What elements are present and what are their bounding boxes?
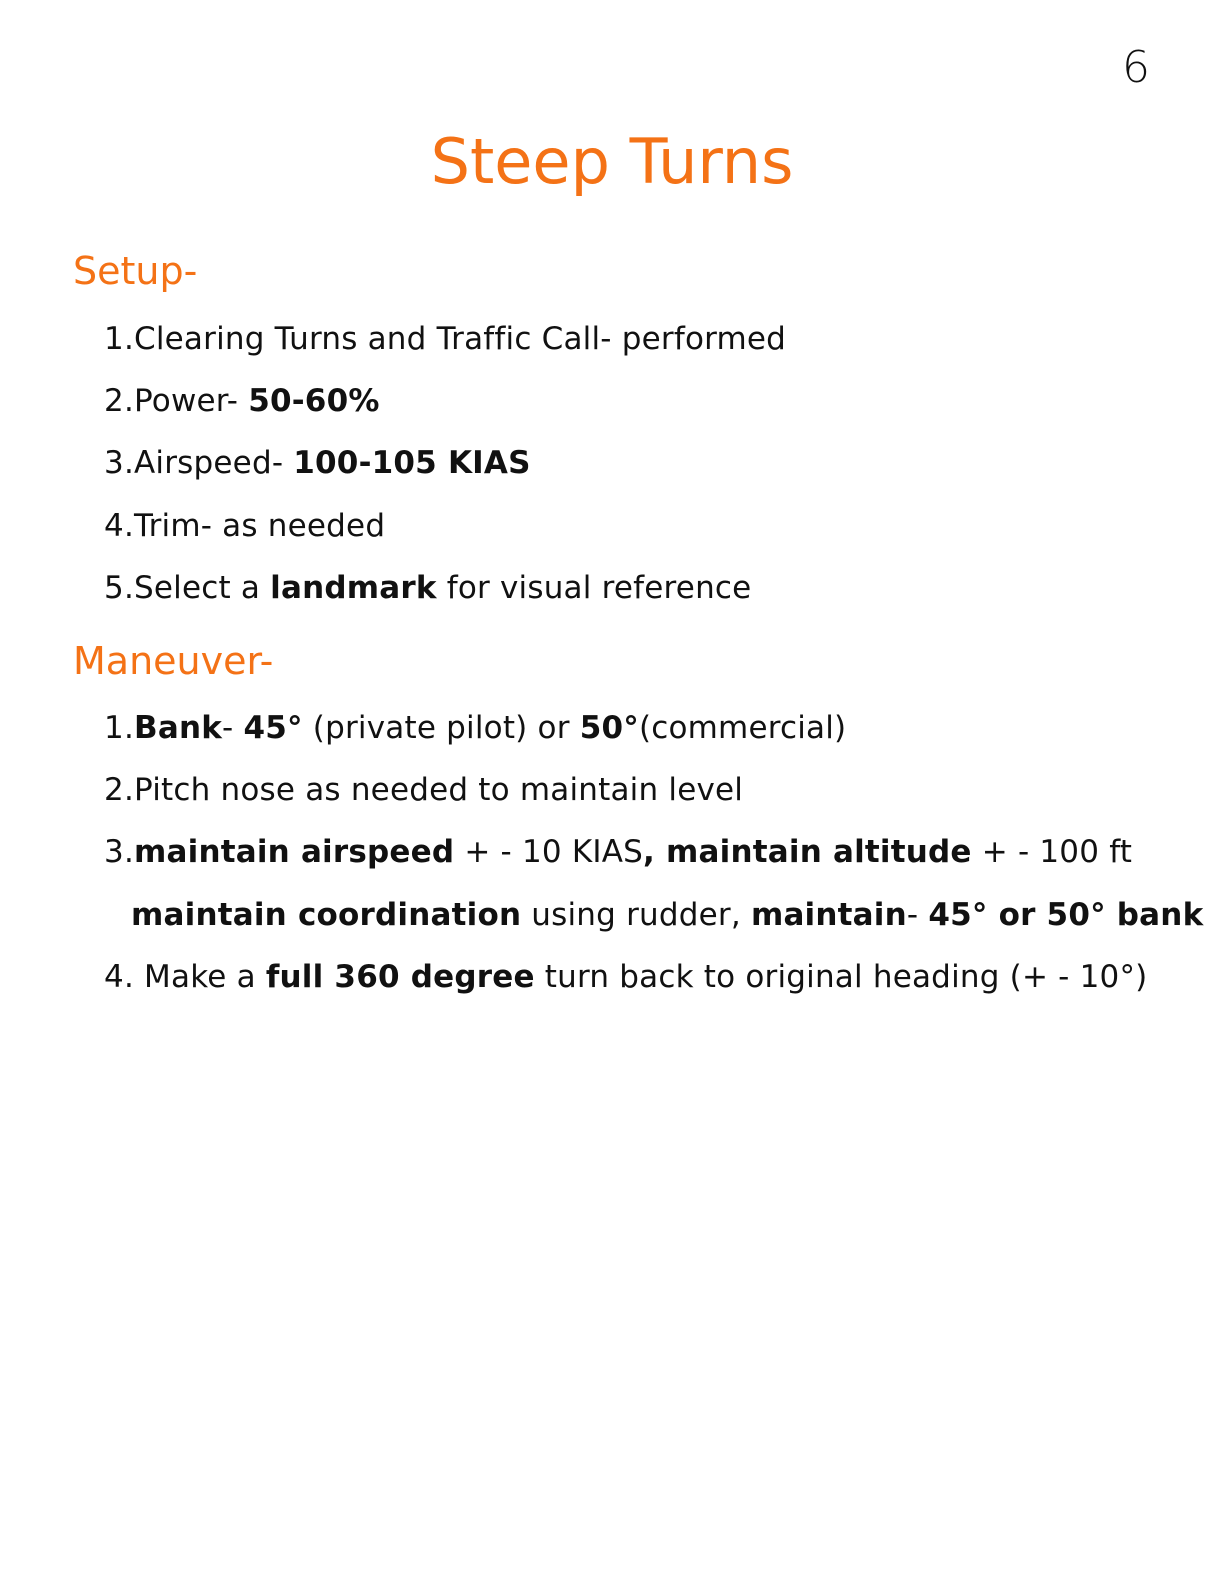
item-bold-text: 50°	[579, 710, 639, 746]
list-item	[98, 835, 1132, 869]
list-number: 4.	[104, 959, 134, 995]
item-text: for visual reference	[436, 570, 752, 606]
item-bold-text: 100-105 KIAS	[293, 445, 531, 481]
page-title: Steep Turns	[430, 125, 794, 198]
item-bold-text: 50-60%	[248, 383, 380, 419]
list-number: 2.	[104, 383, 134, 419]
list-number: 4.	[104, 508, 134, 544]
list-item	[98, 509, 385, 543]
item-text: Clearing Turns and Traffic Call- performed	[134, 321, 787, 357]
item-text: + - 100 ft	[971, 834, 1133, 870]
setup-heading: Setup-	[73, 249, 198, 293]
item-text: Airspeed-	[134, 445, 294, 481]
item-bold-text: landmark	[270, 570, 437, 606]
item-bold-text: maintain	[750, 897, 907, 933]
item-bold-text: full 360 degree	[265, 959, 535, 995]
list-item	[98, 711, 846, 745]
item-text: Pitch nose as needed to maintain level	[134, 772, 744, 808]
list-number: 1.	[104, 321, 134, 357]
item-text: -	[906, 897, 929, 933]
list-item	[98, 446, 531, 480]
item-bold-text: 45° or 50° bank	[928, 897, 1204, 933]
item-bold-text: maintain coordination	[131, 897, 522, 933]
item-text: (private pilot) or	[302, 710, 580, 746]
list-number: 3.	[104, 445, 134, 481]
item-bold-text: maintain airspeed	[134, 834, 455, 870]
page-number: 6	[1122, 42, 1150, 93]
item-text: (commercial)	[638, 710, 847, 746]
item-text: Make a	[134, 959, 266, 995]
item-bold-text: 45°	[243, 710, 303, 746]
list-number: 3.	[104, 834, 134, 870]
item-text: using rudder,	[521, 897, 751, 933]
list-item	[98, 322, 786, 356]
list-item	[98, 773, 743, 807]
list-item	[98, 384, 380, 418]
item-text: -	[222, 710, 244, 746]
item-text: turn back to original heading (+ - 10°)	[534, 959, 1148, 995]
item-text: Select a	[134, 570, 271, 606]
item-bold-text: , maintain altitude	[643, 834, 972, 870]
item-text: Trim- as needed	[134, 508, 386, 544]
list-number: 1.	[104, 710, 134, 746]
item-text: Power-	[134, 383, 249, 419]
item-bold-text: Bank	[134, 710, 223, 746]
maneuver-heading: Maneuver-	[73, 639, 274, 683]
list-item	[98, 960, 1147, 994]
list-number: 2.	[104, 772, 134, 808]
item-text: + - 10 KIAS	[454, 834, 644, 870]
list-item	[98, 571, 751, 605]
list-number: 5.	[104, 570, 134, 606]
list-item-continuation	[131, 898, 1203, 932]
